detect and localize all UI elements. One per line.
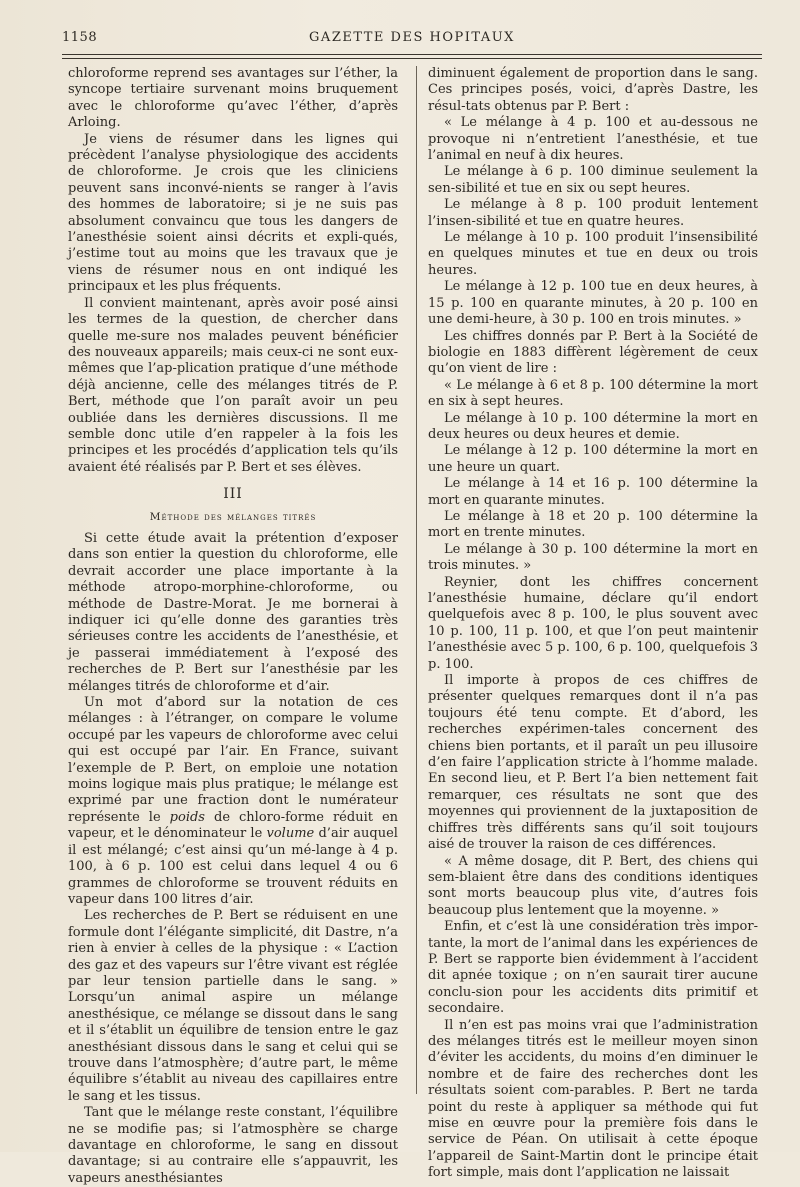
section-title bbox=[68, 509, 398, 525]
paragraph: chloroforme reprend ses avantages sur l’éther, la syncope tertiaire survenant moins bruquement avec le chloroforme qu’avec l’éther, d’après Arloing. bbox=[68, 66, 398, 131]
paragraph: Je viens de résumer dans les lignes qui précèdent l’analyse physiologique des accidents de chloroforme. Je crois que les cliniciens peuvent sans inconvé-nients se ranger à l’avis des hommes de laboratoire; si je ne suis pas absolument convaincu que tous les dangers de l’anesthésie soient ainsi décrits et expli-qués, j’estime tout au moins que les travaux que je viens de résumer nous en ont indiqué les principaux et les plus fréquents. bbox=[68, 131, 398, 295]
paragraph: Le mélange à 8 p. 100 produit lentement l’insen-sibilité et tue en quatre heures. bbox=[428, 197, 758, 229]
paragraph: Enfin, et c’est là une considération très impor-tante, la mort de l’animal dans les expériences de P. Bert se rapporte bien évidemment à l’accident dit apnée toxique ; on n’en saurait tirer aucune conclu-sion pour les accidents dits primitif et secondaire. bbox=[428, 919, 758, 1017]
paragraph: Le mélange à 14 et 16 p. 100 détermine la mort en quarante minutes. bbox=[428, 476, 758, 508]
paragraph: Les chiffres donnés par P. Bert à la Société de biologie en 1883 diffèrent légèrement de ceux qu’on vient de lire : bbox=[428, 328, 758, 377]
page-number: 1158 bbox=[62, 30, 98, 45]
right-column bbox=[428, 66, 758, 1182]
header-rule-top bbox=[62, 54, 762, 55]
paragraph: Les recherches de P. Bert se réduisent en une formule dont l’élégante simplicité, dit Dastre, n’a rien à envier à celles de la physique : « L’action des gaz et des vapeurs sur l’être vivant est réglée par leur tension partielle dans le sang. » Lorsqu’un animal aspire un mélange anesthésique, ce mélange se dissout dans le sang et il s’établit un équilibre de tension entre le gaz anesthésiant dissous dans le sang et celui qui se trouve dans l’atmosphère; d’autre part, le même équilibre s’établit au niveau des capillaires entre le sang et les tissus. bbox=[68, 908, 398, 1104]
paragraph: Le mélange à 12 p. 100 détermine la mort en une heure un quart. bbox=[428, 443, 758, 475]
poids-emphasis: poids bbox=[169, 809, 205, 825]
paragraph: diminuent également de proportion dans le sang. Ces principes posés, voici, d’après Dastre, les résul-tats obtenus par P. Bert : bbox=[428, 66, 758, 114]
paragraph: Le mélange à 18 et 20 p. 100 détermine la mort en trente minutes. bbox=[428, 508, 758, 541]
notation-text-3: d’air auquel il est mélangé; c’est ainsi qu’un mé-lange à 4 p. 100, à 6 p. 100 est celui dans lequel 4 ou 6 grammes de chloroforme se trouvent réduits en vapeur dans 100 litres d’air. bbox=[68, 826, 398, 907]
journal-title: GAZETTE DES HOPITAUX bbox=[309, 30, 515, 45]
paragraph: Il importe à propos de ces chiffres de présenter quelques remarques dont il n’a pas toujours été tenu compte. Et d’abord, les recherches expérimen-tales concernent des chiens bien portants, et il paraît un peu illusoire d’en faire l’application stricte à l’homme malade. En second lieu, et P. Bert l’a bien nettement fait remarquer, ces résultats ne sont que des moyennes qui proviennent de la juxtaposition de chiffres très différents sans qu’il soit toujours aisé de trouver la raison de ces différences. bbox=[428, 673, 758, 853]
paragraph: Il convient maintenant, après avoir posé ainsi les termes de la question, de chercher dans quelle me-sure nos malades peuvent bénéficier des nouveaux appareils; mais ceux-ci ne sont eux-mêmes que l’ap-plication pratique d’une méthode déjà ancienne, celle des mélanges titrés de P. Bert, méthode que l’on paraît avoir un peu oubliée dans les dernières discussions. Il me semble donc utile d’en rappeler à la fois les principes et les procédés d’application tels qu’ils avaient été réalisés par P. Bert et ses élèves. bbox=[68, 295, 398, 475]
section-number: III bbox=[223, 486, 243, 503]
paragraph: « Le mélange à 4 p. 100 et au-dessous ne provoque ni n’entretient l’anesthésie, et tue l’animal en neuf à dix heures. bbox=[428, 115, 758, 164]
paragraph: Tant que le mélange reste constant, l’équilibre ne se modifie pas; si l’atmosphère se charge davantage en chloroforme, le sang en dissout davantage; si au contraire elle s’appauvrit, les vapeurs anesthésiantes bbox=[68, 1105, 398, 1186]
paragraph: Si cette étude avait la prétention d’exposer dans son entier la question du chloroforme, elle devrait accorder une place importante à la méthode atropo-morphine-chloroforme, ou méthode de Dastre-Morat. Je me bornerai à indiquer ici qu’elle donne des garanties très sérieuses contre les accidents de l’anesthésie, et je passerai immédiatement à l’exposé des recherches de P. Bert sur l’anesthésie par les mélanges titrés de chloroforme et d’air. bbox=[68, 530, 398, 694]
section-title-text: Méthode des mélanges titrés bbox=[149, 510, 317, 523]
page-header bbox=[62, 30, 762, 50]
paragraph: Le mélange à 6 p. 100 diminue seulement la sen-sibilité et tue en six ou sept heures. bbox=[428, 164, 758, 196]
paragraph: Le mélange à 30 p. 100 détermine la mort en trois minutes. » bbox=[428, 541, 758, 574]
notation-text-1: Un mot d’abord sur la notation de ces mélanges : à l’étranger, on compare le volume occupé par les vapeurs de chloroforme avec celui qui est occupé par l’air. En France, suivant l’exemple de P. Bert, on emploie une notation moins logique mais plus pratique; le mélange est exprimé par une fraction dont le numérateur représente le bbox=[68, 695, 398, 825]
paragraph: « Le mélange à 6 et 8 p. 100 détermine la mort en six à sept heures. bbox=[428, 377, 758, 410]
paragraph: Il n’en est pas moins vrai que l’administration des mélanges titrés est le meilleur moyen sinon d’éviter les accidents, du moins d’en diminuer le nombre et de faire des recherches dont les résultats soient com-parables. P. Bert ne tarda point du reste à appliquer sa méthode qui fut mise en œuvre pour la première fois dans le service de Péan. On utilisait à cette époque l’appareil de Saint-Martin dont le principe était fort simple, mais dont l’application ne laissait bbox=[428, 1017, 758, 1181]
volume-emphasis: volume bbox=[266, 826, 315, 842]
paragraph: Reynier, dont les chiffres concernent l’anesthésie humaine, déclare qu’il endort quelquefois avec 8 p. 100, le plus souvent avec 10 p. 100, 11 p. 100, et que l’on peut maintenir l’anesthésie avec 5 p. 100, 6 p. 100, quelquefois 3 p. 100. bbox=[428, 574, 758, 672]
paragraph: Le mélange à 10 p. 100 détermine la mort en deux heures ou deux heures et demie. bbox=[428, 410, 758, 442]
header-rule-bottom bbox=[62, 58, 762, 59]
column-divider bbox=[416, 66, 417, 1094]
left-column bbox=[68, 66, 398, 1187]
paragraph: Le mélange à 10 p. 100 produit l’insensibilité en quelques minutes et tue en deux ou trois heures. bbox=[428, 230, 758, 278]
notation-paragraph bbox=[68, 695, 398, 908]
paragraph: « A même dosage, dit P. Bert, des chiens qui sem-blaient être dans des conditions identiques sont morts beaucoup plus vite, d’autres fois beaucoup plus lentement que la moyenne. » bbox=[428, 853, 758, 918]
notation-text-2: de chloro-forme réduit en vapeur, et le dénominateur le bbox=[68, 809, 399, 842]
paragraph: Le mélange à 12 p. 100 tue en deux heures, à 15 p. 100 en quarante minutes, à 20 p. 100 en une demi-heure, à 30 p. 100 en trois minutes. » bbox=[428, 279, 758, 328]
